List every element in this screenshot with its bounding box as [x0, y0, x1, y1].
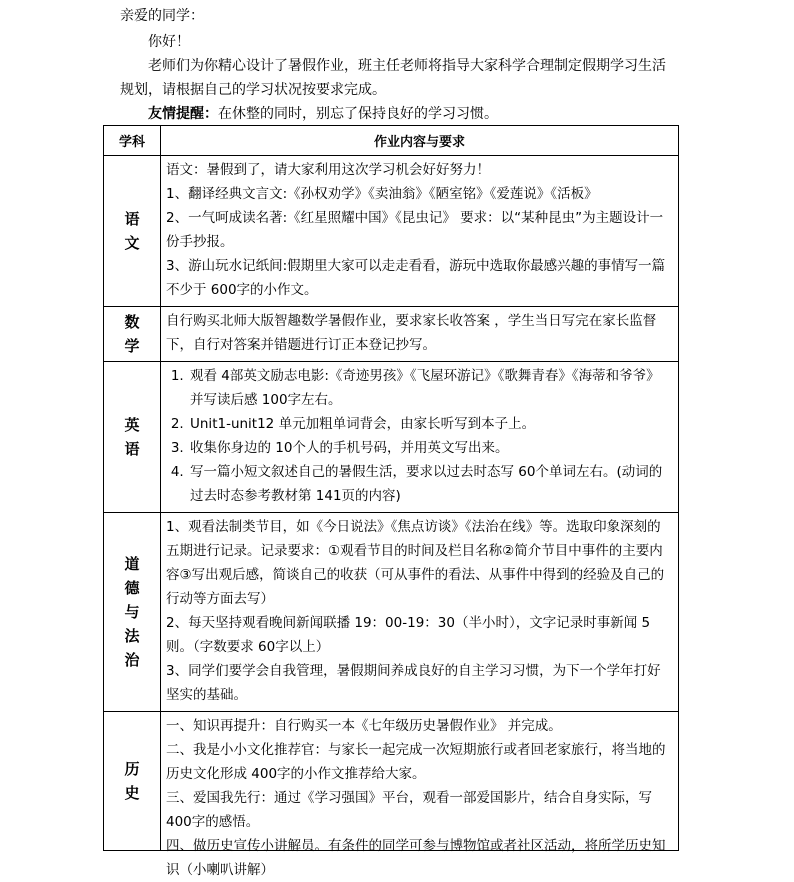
- subject-label: 语文: [124, 210, 140, 252]
- list-item: 4. 写一篇小短文叙述自己的暑假生活，要求以过去时态写 60个单词左右。(动词的过去时态参考教材第 141页的内容): [188, 460, 674, 508]
- content-line: 3、同学们要学会自我管理，暑假期间养成良好的自主学习习惯，为下一个学年打好坚实的基础。: [166, 663, 661, 703]
- subject-label: 历史: [124, 760, 140, 802]
- list-item: 2. Unit1-unit12 单元加粗单词背会，由家长听写到本子上。: [188, 412, 674, 436]
- subject-cell: [104, 362, 161, 513]
- subject-cell: [104, 513, 161, 712]
- content-line: 2、每天坚持观看晚间新闻联播 19：00-19：30（半小时），文字记录时事新闻 5则。（字数要求 60字以上）: [166, 615, 651, 655]
- header-subject: 学科: [104, 126, 161, 156]
- subject-label: 数学: [124, 313, 140, 355]
- english-task-list: [166, 364, 674, 508]
- row-english: [104, 362, 679, 513]
- content-line: 四、做历史宣传小讲解员。有条件的同学可参与博物馆或者社区活动，将所学历史知识（小喇叭讲解）: [166, 838, 666, 878]
- intro-paragraph-line-1: 老师们为你精心设计了暑假作业，班主任老师将指导大家科学合理制定假期学习生活: [148, 58, 666, 74]
- table-header-row: [104, 126, 679, 156]
- content-line: 自行购买北师大版智趣数学暑假作业，要求家长收答案 ，学生当日写完在家长监督下，自行对答案并错题进行订正本登记抄写。: [166, 313, 657, 353]
- row-math: [104, 307, 679, 362]
- tip-label: 友情提醒：: [148, 106, 218, 122]
- content-line: 一、知识再提升：自行购买一本《七年级历史暑假作业》 并完成。: [166, 718, 562, 734]
- row-history: [104, 712, 679, 851]
- salutation: 亲爱的同学：: [120, 8, 204, 24]
- greeting: 你好！: [148, 34, 190, 50]
- subject-cell: [104, 307, 161, 362]
- content-cell: [161, 307, 679, 362]
- content-line: 二、我是小小文化推荐官：与家长一起完成一次短期旅行或者回老家旅行，将当地的历史文化形成 400字的小作文推荐给大家。: [166, 742, 666, 782]
- content-cell: [161, 513, 679, 712]
- intro-paragraph-line-2: 规划，请根据自己的学习状况按要求完成。: [120, 82, 386, 98]
- content-line: 1、翻译经典文言文:《孙权劝学》《卖油翁》《陋室铭》《爱莲说》《活板》: [166, 186, 598, 202]
- row-chinese: [104, 156, 679, 307]
- row-morality-law: [104, 513, 679, 712]
- list-item: 3. 收集你身边的 10个人的手机号码，并用英文写出来。: [188, 436, 674, 460]
- content-line: 三、爱国我先行：通过《学习强国》平台，观看一部爱国影片，结合自身实际，写 400字的感悟。: [166, 790, 652, 830]
- subject-label: 英语: [124, 416, 140, 458]
- tip-text: 在休整的同时，别忘了保持良好的学习习惯。: [218, 106, 498, 122]
- content-cell: [161, 156, 679, 307]
- header-content: 作业内容与要求: [161, 126, 679, 156]
- content-cell: [161, 362, 679, 513]
- content-cell: [161, 712, 679, 878]
- homework-table: [103, 125, 679, 878]
- content-line: 3、游山玩水记纸间:假期里大家可以走走看看，游玩中选取你最感兴趣的事情写一篇不少于 600字的小作文。: [166, 258, 666, 298]
- list-item: 1. 观看 4部英文励志电影:《奇迹男孩》《飞屋环游记》《歌舞青春》《海蒂和爷爷》 并写读后感 100字左右。: [188, 364, 674, 412]
- content-line: 2、一气呵成读名著:《红星照耀中国》《昆虫记》 要求：以“某种昆虫”为主题设计一份手抄报。: [166, 210, 664, 250]
- subject-cell: [104, 712, 161, 851]
- content-line: 1、观看法制类节目，如《今日说法》《焦点访谈》《法治在线》等。选取印象深刻的五期进行记录。记录要求：①观看节目的时间及栏目名称②简介节目中事件的主要内容③写出观后感，简谈自己的收获（可从事件的看法、从事件中得到的经验及自己的行动等方面去写）: [166, 519, 665, 607]
- subject-cell: [104, 156, 161, 307]
- subject-label: 道德与法治: [124, 555, 140, 669]
- friendly-tip: [148, 102, 498, 126]
- content-line: 语文：暑假到了，请大家利用这次学习机会好好努力！: [166, 162, 490, 178]
